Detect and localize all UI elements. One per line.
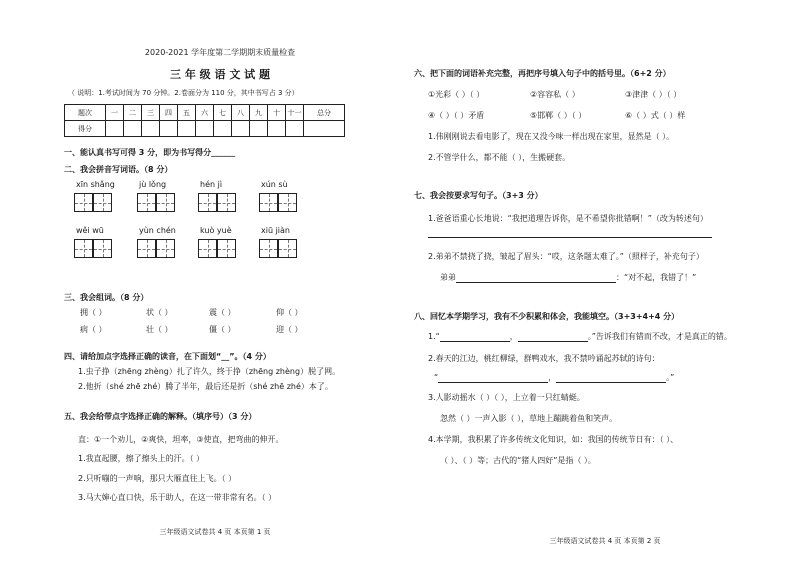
q7-line-2: 2.弟弟不禁挠了挠，皱起了眉头：“哎，这条题太难了。”（照样子，补充句子） <box>428 252 704 261</box>
q8-line-6: 4.本学期，我积累了许多传统文化知识，如：我国的传统节日有：（ ）、 <box>428 435 679 444</box>
q8-line-5: 忽然（ ）一声入影（ ），草地上蹦跳着鱼和笑声。 <box>440 414 618 423</box>
q8-line-1-open: 1.“ <box>428 332 440 341</box>
q8-line-1 <box>428 331 732 342</box>
score-cell[interactable] <box>214 121 232 137</box>
q4-line-2: 2.他折（shé zhē zhé）腾了半年，最后还是折（shé zhē zhé）本了。 <box>78 382 333 391</box>
score-header-cell: 题次 <box>65 105 106 121</box>
score-table-score-row <box>65 121 345 137</box>
writing-box[interactable] <box>278 193 297 212</box>
score-header-cell: 十 <box>268 105 286 121</box>
q8-blank-1 <box>440 332 510 342</box>
question-2: 二、我会拼音写词语。（8 分） <box>64 165 173 174</box>
q8-line-2: 2.春天的江边，桃红柳绿，群鸭戏水，我不禁吟诵起苏轼的诗句： <box>428 354 660 363</box>
page-footer-left: 三年级语文试卷共 4 页 本页第 1 页 <box>159 528 271 536</box>
exam-header: 2020-2021 学年度第二学期期末质量检查 <box>144 48 296 57</box>
score-cell[interactable] <box>304 121 345 137</box>
q8-line-3 <box>434 372 674 383</box>
writing-box[interactable] <box>74 193 93 212</box>
exam-title: 三 年 级 语 文 试 题 <box>170 68 270 81</box>
score-header-cell: 九 <box>250 105 268 121</box>
q7-answer-line <box>428 228 712 238</box>
page-footer-right: 三年级语文试卷共 4 页 本页第 2 页 <box>549 537 661 545</box>
score-cell[interactable] <box>196 121 214 137</box>
q8-blank-4 <box>556 373 666 383</box>
score-cell[interactable] <box>232 121 250 137</box>
writing-box[interactable] <box>259 193 278 212</box>
q3-item: 病（ ） <box>80 325 107 334</box>
pinyin-label: xún sù <box>261 180 288 189</box>
score-header-cell: 七 <box>214 105 232 121</box>
q8-line-3-end: 。” <box>666 373 675 382</box>
question-3: 三、我会组词。（8 分） <box>64 293 149 302</box>
pinyin-label: xiū jiàn <box>261 226 290 235</box>
writing-box[interactable] <box>93 193 112 212</box>
q3-item: 震（ ） <box>209 308 236 317</box>
score-cell[interactable] <box>142 121 160 137</box>
q7-line-1: 1.爸爸语重心长地说：“我把道理告诉你，是不希望你批错啊！”（改为转述句） <box>428 214 708 223</box>
exam-note: （ 说明：1.考试时间为 70 分钟。2.卷面分为 110 分，其中书写占 3 分） <box>68 89 299 97</box>
writing-box[interactable] <box>217 239 236 258</box>
score-cell[interactable] <box>106 121 124 137</box>
q3-item: 拥（ ） <box>80 308 107 317</box>
question-6: 六、把下面的词语补充完整，再把序号填入句子中的括号里。（6+2 分） <box>414 69 671 78</box>
q8-line-1-end: 。”告诉我们有错而不改，才是真正的错。 <box>587 332 732 341</box>
pinyin-label: yùn chén <box>139 226 176 235</box>
pinyin-label: xīn shǎng <box>76 180 115 189</box>
q6-line-1: 1.伟刚刚说去看电影了，现在又没今味一样出现在家里，显然是（ ）。 <box>428 132 675 141</box>
q6-row-2-b: ⑤邯郸（ ）（ ） <box>530 111 587 120</box>
score-row-label: 得分 <box>65 121 106 137</box>
q8-line-3-open: “ <box>434 373 439 382</box>
pinyin-label: kuò yuè <box>200 226 232 235</box>
writing-box[interactable] <box>137 239 156 258</box>
score-table <box>64 104 345 137</box>
score-header-cell: 二 <box>124 105 142 121</box>
pinyin-label: hén jì <box>200 180 223 189</box>
q3-item: 迎（ ） <box>276 325 303 334</box>
q8-line-1-comma: ， <box>509 332 518 341</box>
question-5: 五、我会给带点字选择正确的解释。（填序号）（3 分） <box>64 412 257 421</box>
writing-box[interactable] <box>74 239 93 258</box>
score-header-cell: 总分 <box>304 105 345 121</box>
q8-line-3-comma: ， <box>548 373 557 382</box>
writing-box[interactable] <box>198 239 217 258</box>
q6-row-1-b: ②容容私（ ） <box>530 90 580 99</box>
q5-line-3: 3.马大婶心直口快，乐于助人，在这一带非常有名。（ ） <box>78 493 277 502</box>
writing-box[interactable] <box>156 239 175 258</box>
q4-line-1: 1.虫子挣（zhēng zhèng）扎了许久，终于挣（zhēng zhèng）脱了网。 <box>78 367 341 376</box>
question-8: 八、回忆本学期学习，我有不少积累和体会，我能填空。（3+3+4+4 分） <box>414 312 680 321</box>
score-cell[interactable] <box>124 121 142 137</box>
q6-row-2-a: ④（ ）（ ）矛盾 <box>428 111 485 120</box>
q8-blank-2 <box>518 332 588 342</box>
score-header-cell: 八 <box>232 105 250 121</box>
writing-box[interactable] <box>217 193 236 212</box>
q7-line-3 <box>440 272 696 283</box>
score-cell[interactable] <box>160 121 178 137</box>
q8-line-4: 3.人影动摇水（ ）（ ），上立着一只红蜻蜓。 <box>428 393 585 402</box>
q3-item: 壮（ ） <box>146 325 173 334</box>
q6-line-2: 2.不管学什么，都不能（ ），生搬硬套。 <box>428 153 571 162</box>
writing-box[interactable] <box>278 239 297 258</box>
score-header-cell: 一 <box>106 105 124 121</box>
q7-blank <box>456 273 616 283</box>
score-header-cell: 四 <box>160 105 178 121</box>
q8-blank-3 <box>438 373 548 383</box>
q3-item: 僵（ ） <box>209 325 236 334</box>
q3-item: 仰（ ） <box>276 308 303 317</box>
q6-row-1-a: ①光彩（ ）（ ） <box>428 90 485 99</box>
q8-line-7: （ ）、（ ）等；古代的“猪人四好”是指（ ）。 <box>440 456 596 465</box>
score-cell[interactable] <box>250 121 268 137</box>
question-7: 七、我会按要求写句子。（3+3 分） <box>414 191 543 200</box>
score-header-cell: 十一 <box>286 105 304 121</box>
writing-box[interactable] <box>198 193 217 212</box>
q7-line-3-start: 弟弟 <box>440 273 456 282</box>
pinyin-label: wěi wū <box>76 226 104 235</box>
score-table-header-row <box>65 105 345 121</box>
pinyin-label: jù lǒng <box>139 180 167 189</box>
q6-row-2-c: ⑥（ ）式（ ）样 <box>625 111 686 120</box>
score-cell[interactable] <box>286 121 304 137</box>
q5-line-1: 1.我直起腰，擦了擦头上的汗。（ ） <box>78 454 205 463</box>
writing-box[interactable] <box>93 239 112 258</box>
question-4: 四、请给加点字选择正确的读音，在下面划“__”。（4 分） <box>64 352 271 361</box>
score-header-cell: 三 <box>142 105 160 121</box>
q3-item: 状（ ） <box>146 308 173 317</box>
q7-line-3-end: ：“对不起，我错了！” <box>616 273 697 282</box>
q5-line-2: 2.只听嘣的一声响，那只大雁直往上飞。（ ） <box>78 474 237 483</box>
writing-box[interactable] <box>156 193 175 212</box>
writing-box[interactable] <box>137 193 156 212</box>
question-1: 一、能认真书写可得 3 分，即为书写得分______ <box>64 148 236 157</box>
q5-intro: 直：①一个劝儿，②爽快，坦率，③使直，把弯曲的伸开。 <box>78 435 284 444</box>
score-header-cell: 五 <box>178 105 196 121</box>
writing-box[interactable] <box>259 239 278 258</box>
score-cell[interactable] <box>268 121 286 137</box>
score-header-cell: 六 <box>196 105 214 121</box>
score-cell[interactable] <box>178 121 196 137</box>
q6-row-1-c: ③津津（ ）（ ） <box>625 90 682 99</box>
